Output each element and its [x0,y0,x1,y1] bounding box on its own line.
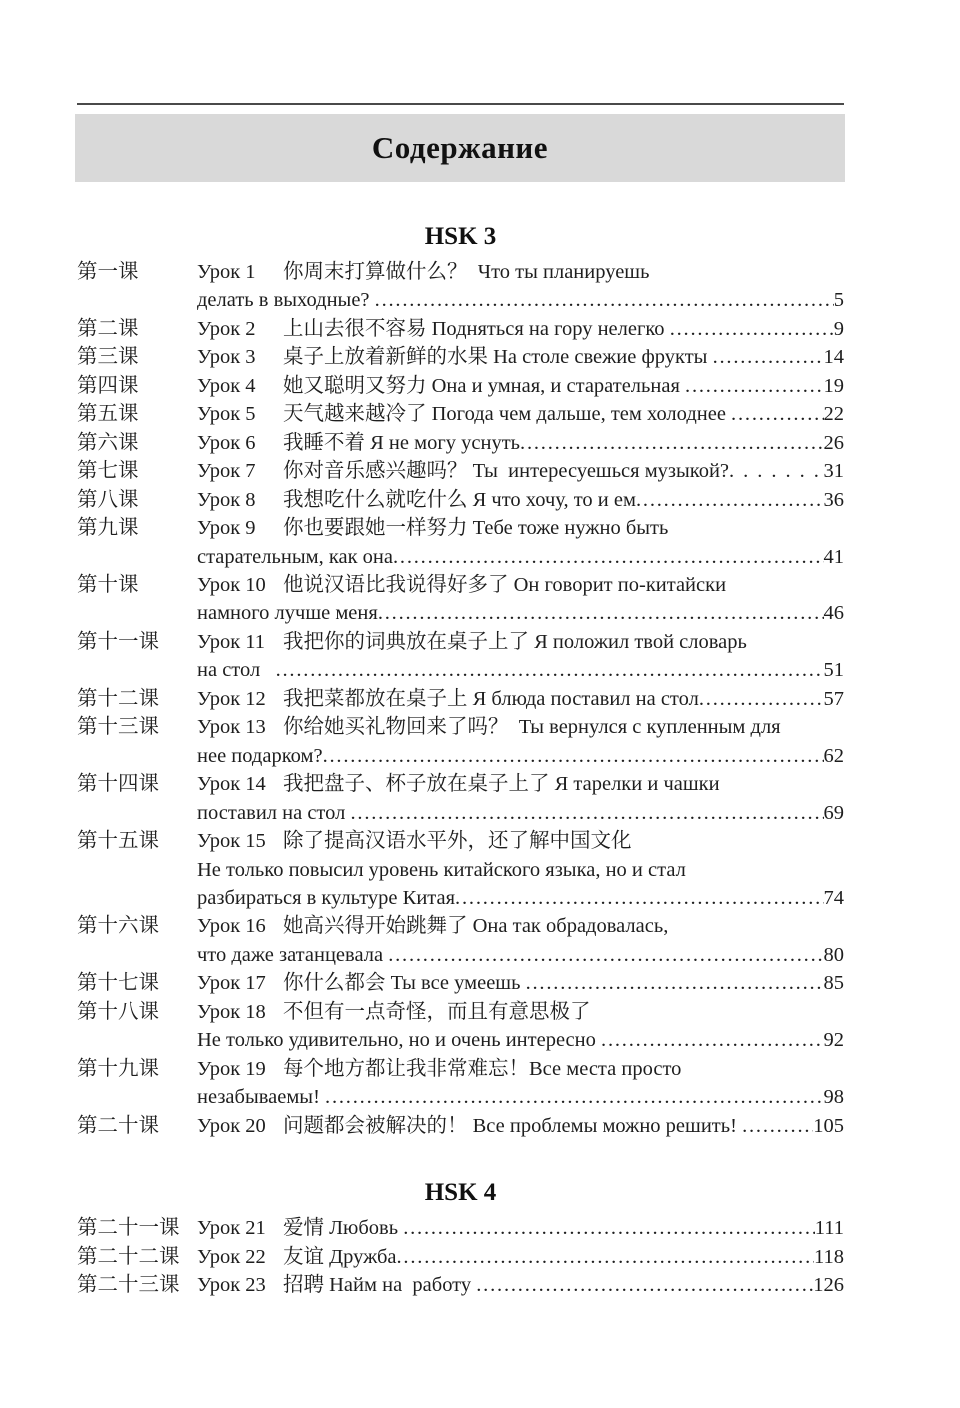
toc-line [197,599,844,627]
dot-leader [378,599,824,627]
entry-title: Не только повысил уровень китайского языка, но и стал [197,858,686,881]
dot-leader [670,315,834,343]
chapter-label-cn: 第十三课 [77,716,159,739]
toc-line [77,1243,844,1271]
chapter-label-cn: 第八课 [77,488,139,511]
entry-title: 每个地方都让我非常难忘！Все места просто [283,1057,682,1080]
toc-line [77,315,844,343]
toc-line [77,486,844,514]
toc-line [77,514,844,542]
entry-title: старательным, как она [197,545,393,568]
dot-leader [601,1026,823,1054]
lesson-label: Урок 3 [197,346,256,369]
lesson-label: Урок 18 [197,1000,266,1023]
page-number: 57 [823,687,844,710]
dot-leader [375,286,834,314]
entry-title: 问题都会被解决的！ Все проблемы можно решить! [283,1114,743,1137]
entry-title: 不但有一点奇怪，而且有意思极了 [283,1000,591,1023]
table-of-contents [77,222,844,1299]
entry-title: 你周末打算做什么？ Что ты планируешь [283,261,650,283]
toc-line [197,656,844,684]
contents-title-band [75,114,845,182]
page-number: 46 [823,602,844,625]
page-number: 14 [823,346,844,369]
chapter-label-cn: 第十八课 [77,1000,159,1023]
lesson-label: Урок 1 [197,261,256,283]
dot-leader [731,400,823,428]
entry-title: 招聘 Найм на работу [283,1273,477,1296]
dot-leader [403,1214,815,1242]
toc-line [197,1026,844,1054]
chapter-label-cn: 第四课 [77,374,139,397]
dot-leader [520,429,823,457]
toc-line [77,713,844,741]
toc-line [77,912,844,940]
lesson-label: Урок 2 [197,317,256,340]
toc-entry [77,514,844,571]
toc-line [77,372,844,400]
page-number: 126 [813,1273,844,1296]
toc-entry [77,628,844,685]
page-number: 98 [823,1086,844,1109]
page-number: 26 [823,431,844,454]
page-number: 31 [823,460,844,483]
dot-leader [636,486,824,514]
toc-entry [77,571,844,628]
toc-line [197,543,844,571]
page-number: 74 [823,886,844,909]
lesson-label: Урок 7 [197,460,256,483]
chapter-label-cn: 第十五课 [77,830,159,853]
chapter-label-cn: 第十九课 [77,1057,159,1080]
toc-entry [77,343,844,371]
chapter-label-cn: 第十四课 [77,773,159,796]
page-number: 62 [823,744,844,767]
toc-entry [77,429,844,457]
lesson-label: Урок 22 [197,1245,266,1268]
lesson-label: Урок 14 [197,773,266,796]
toc-line [77,998,844,1026]
entry-title: 爱情 Любовь [283,1217,404,1240]
page-number: 118 [814,1245,844,1268]
page-number: 5 [833,289,844,312]
toc-line [77,343,844,371]
toc-line [77,457,844,485]
toc-entry [77,770,844,827]
dot-leader [393,543,824,571]
page-number: 41 [823,545,844,568]
toc-line [77,770,844,798]
lesson-label: Урок 6 [197,431,256,454]
lesson-label: Урок 5 [197,403,256,426]
page-number: 19 [823,374,844,397]
lesson-label: Урок 19 [197,1057,266,1080]
toc-line [197,799,844,827]
lesson-label: Урок 4 [197,374,256,397]
entry-title: 你对音乐感兴趣吗？ Ты интересуешься музыкой? [283,460,730,483]
toc-entry [77,457,844,485]
lesson-label: Урок 20 [197,1114,266,1137]
lesson-label: Урок 17 [197,972,266,995]
page-number: 85 [823,972,844,995]
lesson-label: Урок 23 [197,1273,266,1296]
entry-title: 我把菜都放在桌子上 Я блюда поставил на стол [283,687,699,710]
toc-line [197,941,844,969]
dot-leader [713,343,824,371]
toc-line [77,1214,844,1242]
page-number: 36 [823,488,844,511]
toc-line [77,969,844,997]
toc-entry [77,827,844,912]
dot-leader [325,1083,823,1111]
lesson-label: Урок 10 [197,573,266,596]
dot-leader [476,1271,813,1299]
page-number: 105 [813,1114,844,1137]
entry-title: 我把你的词典放在桌子上了 Я положил твой словарь [283,630,747,653]
page-number: 69 [823,801,844,824]
toc-entry [77,685,844,713]
toc-line [197,742,844,770]
toc-line [77,685,844,713]
dot-leader [323,742,824,770]
toc-line [197,856,844,884]
lesson-label: Урок 12 [197,687,266,710]
lesson-label: Урок 11 [197,630,266,653]
toc-line [77,628,844,656]
lesson-label: Урок 15 [197,830,266,853]
dot-leader [388,941,823,969]
lesson-label: Урок 8 [197,488,256,511]
chapter-label-cn: 第十一课 [77,630,159,653]
entry-title: 你什么都会 Ты все умеешь [283,972,526,995]
toc-entry [77,486,844,514]
toc-line [77,258,844,286]
page-number: 9 [833,317,844,340]
entry-title: 友谊 Дружба [283,1245,397,1268]
entry-title: намного лучше меня [197,602,378,625]
dot-leader [455,884,823,912]
toc-line [77,571,844,599]
page-number: 111 [814,1217,844,1240]
chapter-label-cn: 第二课 [77,317,139,340]
toc-entry [77,1243,844,1271]
entry-title: 她高兴得开始跳舞了 Она так обрадовалась, [283,915,669,938]
entry-title: 除了提高汉语水平外，还了解中国文化 [283,830,632,853]
toc-line [197,1083,844,1111]
section-heading: HSK 3 [424,223,497,250]
entry-title: 她又聪明又努力 Она и умная, и старательная [283,374,686,397]
entry-title: что даже затанцевала [197,943,389,966]
chapter-label-cn: 第五课 [77,403,139,426]
toc-entry [77,713,844,770]
lesson-label: Урок 13 [197,716,266,739]
chapter-label-cn: 第十课 [77,573,139,596]
page-number: 92 [823,1029,844,1052]
entry-title: 我想吃什么就吃什么 Я что хочу, то и ем [283,488,636,511]
entry-title: делать в выходные? [197,289,375,312]
toc-line [197,286,844,314]
lesson-label: Урок 16 [197,915,266,938]
toc-entry [77,1055,844,1112]
dot-leader [699,685,824,713]
dot-leader [685,372,823,400]
chapter-label-cn: 第六课 [77,431,139,454]
toc-entry [77,969,844,997]
chapter-label-cn: 第二十一课 [77,1217,180,1240]
dot-leader [276,656,824,684]
chapter-label-cn: 第一课 [77,261,139,283]
chapter-label-cn: 第九课 [77,517,139,540]
page-number: 80 [823,943,844,966]
toc-line [77,429,844,457]
entry-title: 天气越来越冷了 Погода чем дальше, тем холоднее [283,403,732,426]
toc-line [77,1055,844,1083]
chapter-label-cn: 第二十三课 [77,1273,180,1296]
chapter-label-cn: 第二十课 [77,1114,159,1137]
lesson-label: Урок 21 [197,1217,266,1240]
entry-title: 你给她买礼物回来了吗？ Ты вернулся с купленным для [283,716,781,739]
chapter-label-cn: 第十六课 [77,915,159,938]
entry-title: 你也要跟她一样努力 Тебе тоже нужно быть [283,517,669,540]
chapter-label-cn: 第十二课 [77,687,159,710]
toc-entry [77,400,844,428]
dot-leader [729,457,823,485]
toc-entry [77,1271,844,1299]
chapter-label-cn: 第三课 [77,346,139,369]
entry-title: 上山去很不容易 Подняться на гору нелегко [283,317,670,340]
chapter-label-cn: 第二十二课 [77,1245,180,1268]
toc-entry [77,912,844,969]
toc-line [77,1271,844,1299]
toc-line [77,827,844,855]
entry-title: Не только удивительно, но и очень интересно [197,1029,602,1052]
dot-leader [742,1112,813,1140]
entry-title: нее подарком? [197,744,323,767]
entry-title: 他说汉语比我说得好多了 Он говорит по-китайски [283,573,727,596]
toc-entry [77,315,844,343]
contents-title: Содержание [371,130,549,165]
entry-title: поставил на стол [197,801,351,824]
toc-line [77,1112,844,1140]
toc-line [77,400,844,428]
entry-title: разбираться в культуре Китая [197,886,456,909]
section-heading: HSK 4 [424,1179,497,1207]
lesson-label: Урок 9 [197,517,256,540]
toc-entry [77,998,844,1055]
page-number: 51 [823,659,844,682]
toc-entry [77,372,844,400]
entry-title: 我睡不着 Я не могу уснуть [283,431,521,454]
chapter-label-cn: 第十七课 [77,972,159,995]
page-number: 22 [823,403,844,426]
toc-entry [77,258,844,315]
top-rule [77,103,844,105]
chapter-label-cn: 第七课 [77,460,139,483]
entry-title: 桌子上放着新鲜的水果 На столе свежие фрукты [283,346,713,369]
dot-leader [526,969,824,997]
entry-title: 我把盘子、杯子放在桌子上了 Я тарелки и чашки [283,773,720,796]
entry-title: незабываемы! [197,1086,326,1109]
toc-entry [77,1214,844,1242]
entry-title: на стол [197,659,276,682]
dot-leader [350,799,823,827]
toc-line [197,884,844,912]
toc-entry [77,1112,844,1140]
dot-leader [397,1243,815,1271]
